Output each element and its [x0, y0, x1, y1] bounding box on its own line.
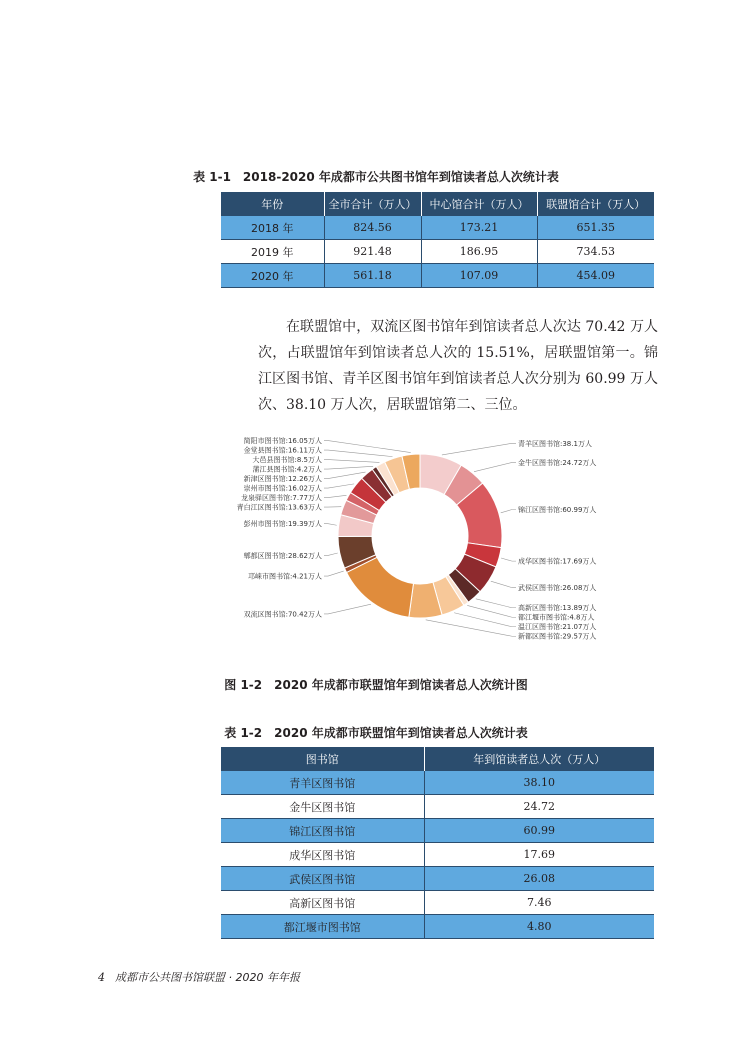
pie-label: 龙泉驿区图书馆:7.77万人: [241, 494, 322, 503]
pie-label: 新都区图书馆:29.57万人: [518, 632, 597, 641]
pie-label: 邛崃市图书馆:4.21万人: [248, 572, 322, 581]
leader-line: [324, 495, 346, 497]
table-row: [221, 843, 654, 867]
leader-line: [324, 450, 392, 457]
table-cell: 107.09: [421, 264, 537, 288]
table-cell: 2019 年: [221, 240, 324, 264]
table-cell: 651.35: [537, 216, 654, 240]
pie-label: 成华区图书馆:17.69万人: [518, 557, 597, 566]
pie-label: 温江区图书馆:21.07万人: [518, 623, 597, 632]
pie-label: 简阳市图书馆:16.05万人: [243, 437, 322, 446]
table-cell: 734.53: [537, 240, 654, 264]
leader-line: [324, 460, 379, 463]
table1-caption: 表 1-1 2018-2020 年成都市公共图书馆年到馆读者总人次统计表: [193, 170, 559, 184]
table-cell: 4.80: [424, 915, 654, 939]
table-cell: 金牛区图书馆: [221, 795, 424, 819]
donut-chart: [230, 436, 630, 666]
table-cell: 2018 年: [221, 216, 324, 240]
table-cell: 17.69: [424, 843, 654, 867]
table2-header: 图书馆: [221, 747, 424, 771]
table-cell: 都江堰市图书馆: [221, 915, 424, 939]
pie-label: 新津区图书馆:12.26万人: [243, 475, 322, 484]
pie-label: 金堂县图书馆:16.11万人: [243, 446, 322, 455]
leader-line: [324, 524, 337, 526]
table1-header: 联盟馆合计（万人）: [537, 192, 654, 216]
table1-header: 中心馆合计（万人）: [421, 192, 537, 216]
table2-header: 年到馆读者总人次（万人）: [424, 747, 654, 771]
table2-caption: 表 1-2 2020 年成都市联盟馆年到馆读者总人次统计表: [224, 726, 528, 740]
table-row: [221, 216, 654, 240]
pie-label: 锦江区图书馆:60.99万人: [518, 506, 597, 515]
leader-line: [442, 443, 516, 455]
table-cell: 24.72: [424, 795, 654, 819]
table-cell: 青羊区图书馆: [221, 771, 424, 795]
table2: [221, 747, 654, 939]
table-cell: 2020 年: [221, 264, 324, 288]
pie-label: 都江堰市图书馆:4.8万人: [518, 613, 595, 622]
table-cell: 锦江区图书馆: [221, 819, 424, 843]
pie-label: 高新区图书馆:13.89万人: [518, 604, 597, 613]
footer-text: 成都市公共图书馆联盟 · 2020 年年报: [115, 971, 300, 984]
table-cell: 26.08: [424, 867, 654, 891]
chart-caption: 图 1-2 2020 年成都市联盟馆年到馆读者总人次统计图: [224, 678, 528, 692]
table-row: [221, 915, 654, 939]
page-number: 4: [98, 971, 105, 984]
leader-line: [324, 472, 366, 479]
paragraph-text: 在联盟馆中，双流区图书馆年到馆读者总人次达 70.42 万人次，占联盟馆年到馆读者总人次的 15.51%，居联盟馆第一。锦江区图书馆、青羊区图书馆年到馆读者总人次分别为 60.99 万人次、38.10 万人次，居联盟馆第二、三位。: [258, 319, 658, 413]
table-cell: 38.10: [424, 771, 654, 795]
table-cell: 824.56: [324, 216, 421, 240]
table-row: [221, 795, 654, 819]
table-cell: 561.18: [324, 264, 421, 288]
table-row: [221, 240, 654, 264]
leader-line: [324, 553, 338, 555]
table-row: [221, 891, 654, 915]
leader-line: [454, 613, 516, 627]
table-row: [221, 867, 654, 891]
leader-line: [324, 604, 371, 614]
leader-line: [474, 462, 516, 471]
pie-label: 青羊区图书馆:38.1万人: [518, 439, 592, 448]
table1-header: 全市合计（万人）: [324, 192, 421, 216]
leader-line: [324, 571, 344, 576]
table-row: [221, 264, 654, 288]
pie-label: 武侯区图书馆:26.08万人: [518, 584, 597, 593]
table-row: [221, 819, 654, 843]
leader-line: [426, 620, 516, 636]
leader-line: [476, 599, 516, 608]
table-cell: 7.46: [424, 891, 654, 915]
leader-line: [501, 558, 516, 561]
body-paragraph: [258, 314, 658, 418]
table1: [221, 192, 654, 288]
table-cell: 高新区图书馆: [221, 891, 424, 915]
leader-line: [501, 510, 516, 513]
table-cell: 454.09: [537, 264, 654, 288]
table-cell: 186.95: [421, 240, 537, 264]
pie-label: 郫都区图书馆:28.62万人: [243, 551, 322, 560]
pie-label: 金牛区图书馆:24.72万人: [518, 458, 597, 467]
leader-line: [491, 581, 516, 587]
table-cell: 921.48: [324, 240, 421, 264]
table-cell: 60.99: [424, 819, 654, 843]
pie-label: 大邑县图书馆:8.5万人: [252, 456, 322, 465]
pie-label: 崇州市图书馆:16.02万人: [243, 484, 322, 493]
pie-label: 蒲江县图书馆:4.2万人: [252, 465, 322, 474]
page-footer: [98, 969, 300, 985]
table-cell: 173.21: [421, 216, 537, 240]
table-cell: 成华区图书馆: [221, 843, 424, 867]
pie-label: 双流区图书馆:70.42万人: [243, 610, 322, 619]
table-cell: 武侯区图书馆: [221, 867, 424, 891]
table1-header: 年份: [221, 192, 324, 216]
leader-line: [324, 466, 373, 469]
pie-label: 彭州市图书馆:19.39万人: [243, 520, 322, 529]
table2-header-row: [221, 747, 654, 771]
table1-header-row: [221, 192, 654, 216]
leader-line: [324, 484, 354, 488]
table-row: [221, 771, 654, 795]
pie-label: 青白江区图书馆:13.63万人: [236, 503, 322, 512]
